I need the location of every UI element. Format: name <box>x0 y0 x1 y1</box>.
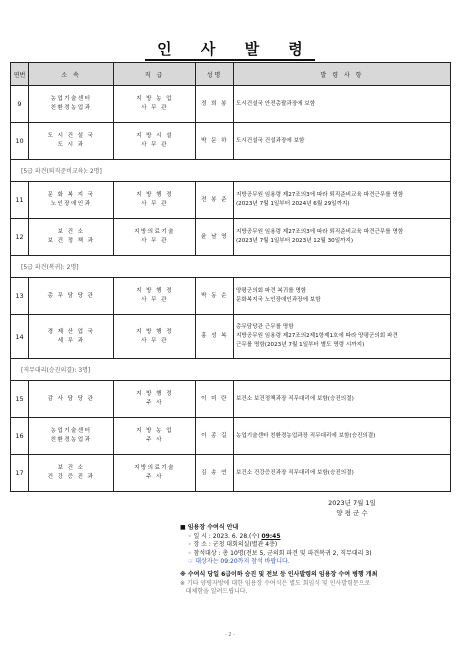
group-label-row <box>11 359 451 381</box>
row-order-line: 도시건설국 건설과장에 보함 <box>236 137 305 144</box>
row-number: 17 <box>11 455 29 492</box>
row-order-line: 양평군의회 파견 복귀를 명함 <box>236 288 307 294</box>
row-order <box>234 381 451 418</box>
row-dept <box>29 219 114 256</box>
row-dept-line: 농업기술센터 <box>50 428 92 434</box>
row-order <box>234 315 451 359</box>
row-rank-line: 지 방 농 업 <box>136 96 173 102</box>
ceremony-notice <box>180 524 450 597</box>
row-rank-line: 주 사 <box>146 437 163 443</box>
header-rank: 직 급 <box>114 63 196 86</box>
table-row <box>11 381 451 418</box>
page-number: - 2 - <box>225 632 235 638</box>
notice-arrow: ☞ 대상자는 09:20까지 참석 바랍니다. <box>188 558 290 566</box>
row-rank <box>114 123 196 160</box>
row-rank-line: 지 방 행 정 <box>136 391 173 397</box>
header-dept: 소 속 <box>29 63 114 86</box>
row-dept <box>29 86 114 123</box>
row-order-line: 총무담당관 근무를 명함 <box>236 324 294 330</box>
row-dept-line: 농업기술센터 <box>50 96 92 102</box>
row-person-name: 윤 남 영 <box>196 219 234 256</box>
row-rank-line: 지 방 행 정 <box>136 192 173 198</box>
issuer: 양 평 군 수 <box>336 509 368 517</box>
row-dept-line: 도 시 과 <box>57 142 85 148</box>
header-name: 성명 <box>196 63 234 86</box>
group-label: [5급 파견(퇴직준비교육): 2명] <box>11 160 451 182</box>
row-order-line: (2023년 7월 1일부터 2023년 12월 30일까지) <box>236 238 354 244</box>
row-dept <box>29 123 114 160</box>
row-order <box>234 182 451 219</box>
row-person-name: 이 종 길 <box>196 418 234 455</box>
group-label: [직무대리(승진의결): 3명] <box>11 359 451 381</box>
row-rank <box>114 315 196 359</box>
row-order-line: 지방공무원 임용령 제27조의3에 따라 퇴직준비교육 파견근무를 명함 <box>236 229 404 235</box>
row-dept-line: 도 시 건 설 국 <box>47 133 95 139</box>
row-number: 14 <box>11 315 29 359</box>
notice-note2: ※ 기타 양평자방에 대한 임용장 수여식은 별도 회임식 및 인사발령문으로 <box>180 579 371 587</box>
row-rank-line: 지 방 행 정 <box>136 288 173 294</box>
row-dept-line: 총 무 담 당 관 <box>47 292 95 299</box>
row-rank-line: 사 무 관 <box>141 142 168 148</box>
row-dept <box>29 381 114 418</box>
row-dept-line: 보 건 정 책 과 <box>47 238 95 244</box>
row-rank <box>114 381 196 418</box>
row-dept-line: 문 화 복 지 국 <box>47 192 95 198</box>
row-order-line: 농업기술센터 친환경농업과장 직무대리에 보함(승진의결) <box>236 432 376 439</box>
table-row <box>11 219 451 256</box>
notice-time: ◦ 일 시 : 2023. 6. 28.(수) 09:45 <box>188 532 281 540</box>
table-row <box>11 182 451 219</box>
row-number: 9 <box>11 86 29 123</box>
row-number: 12 <box>11 219 29 256</box>
row-rank <box>114 182 196 219</box>
row-rank-line: 지 방 시 설 <box>136 133 173 139</box>
row-rank-line: 지 방 행 정 <box>136 328 173 335</box>
row-rank-line: 지방의료기술 <box>134 229 175 235</box>
row-number: 10 <box>11 123 29 160</box>
row-dept-line: 보 건 소 <box>57 465 85 471</box>
row-rank-line: 주 사 <box>146 400 163 406</box>
row-order-line: 지방공무원 임용령 제27조의2제1항제1호에 따라 양평군의회 파견 <box>236 333 398 339</box>
table-row <box>11 455 451 492</box>
row-order <box>234 86 451 123</box>
table-row <box>11 278 451 315</box>
row-number: 16 <box>11 418 29 455</box>
row-rank <box>114 219 196 256</box>
notice-place: ◦ 장 소 : 군청 대회의실(별관 4층) <box>188 541 278 549</box>
row-rank-line: 지방의료기술 <box>134 465 175 471</box>
row-dept <box>29 418 114 455</box>
row-dept-line: 친환경농업과 <box>50 105 92 111</box>
row-order-line: 문화복지국 노인장애인과장에 보함 <box>236 297 321 303</box>
table-header <box>11 63 451 86</box>
row-rank-line: 사 무 관 <box>141 238 168 244</box>
table-row <box>11 86 451 123</box>
row-dept <box>29 455 114 492</box>
row-order-line: 지방공무원 임용령 제27조의3에 따라 퇴직준비교육 파견근무를 명함 <box>236 192 404 198</box>
appointment-table <box>10 62 451 492</box>
row-order-line: (2023년 7월 1일부터 2024년 6월 29일까지) <box>236 201 350 207</box>
row-order-line: 도시건설국 안전총괄과장에 보함 <box>236 100 316 107</box>
table-row <box>11 418 451 455</box>
row-person-name: 정 희 봉 <box>196 86 234 123</box>
row-dept-line: 보 건 소 <box>57 229 85 235</box>
row-order <box>234 455 451 492</box>
row-order <box>234 278 451 315</box>
row-dept <box>29 315 114 359</box>
table-row <box>11 123 451 160</box>
notice-note1: ※ 수여식 당일 6급이하 승진 및 전보 등 인사발령의 임용장 수여 병행 개최 <box>180 570 378 578</box>
row-order-line: 근무를 명함(2023년 7월 1일부터 별도 명령 시까지) <box>236 342 365 348</box>
row-order <box>234 219 451 256</box>
row-rank-line: 주 사 <box>146 474 163 480</box>
row-dept-line: 노인장애인과 <box>50 201 92 207</box>
row-dept-line: 감 사 담 당 관 <box>47 395 95 402</box>
group-label-row <box>11 160 451 182</box>
header-num: 연번 <box>11 63 29 86</box>
row-rank <box>114 86 196 123</box>
row-rank-line: 사 무 관 <box>141 105 168 111</box>
row-rank-line: 사 무 관 <box>141 337 168 344</box>
row-number: 13 <box>11 278 29 315</box>
document-title: 인 사 발 령 <box>0 38 460 59</box>
notice-head: ■ 임용장 수여식 안내 <box>180 524 239 531</box>
row-dept <box>29 278 114 315</box>
group-label-row <box>11 256 451 278</box>
table-row <box>11 315 451 359</box>
row-rank-line: 사 무 관 <box>141 201 168 207</box>
row-person-name: 이 미 란 <box>196 381 234 418</box>
row-dept <box>29 182 114 219</box>
row-person-name: 홍 성 복 <box>196 315 234 359</box>
row-rank-line: 지 방 농 업 <box>136 428 173 434</box>
row-person-name: 김 송 연 <box>196 455 234 492</box>
row-order <box>234 123 451 160</box>
row-rank <box>114 278 196 315</box>
row-dept-line: 세 무 과 <box>57 337 85 344</box>
row-rank-line: 사 무 관 <box>141 297 168 303</box>
row-rank <box>114 455 196 492</box>
row-order-line: 보건소 건강증진과장 직무대리에 보함(승진의결) <box>236 469 354 476</box>
issue-block <box>302 498 402 518</box>
row-person-name: 박 동 순 <box>196 278 234 315</box>
row-person-name: 박 문 하 <box>196 123 234 160</box>
notice-attendees: ◦ 참석대상 : 총 10명(전보 5, 군의회 파견 및 파견복귀 2, 직무대리 3) <box>188 549 372 557</box>
header-order: 발 령 사 항 <box>234 63 451 86</box>
issue-date: 2023년 7월 1일 <box>328 499 376 507</box>
row-dept-line: 경 제 산 업 국 <box>47 328 95 335</box>
group-label: [5급 파견(복귀): 2명] <box>11 256 451 278</box>
row-order-line: 보건소 보건정책과장 직무대리에 보함(승진의결) <box>236 395 354 402</box>
row-dept-line: 친환경농업과 <box>50 437 92 443</box>
row-rank <box>114 418 196 455</box>
row-number: 11 <box>11 182 29 219</box>
row-person-name: 전 봉 준 <box>196 182 234 219</box>
row-number: 15 <box>11 381 29 418</box>
notice-note3: 대체함을 알려드립니다. <box>180 588 248 596</box>
row-order <box>234 418 451 455</box>
row-dept-line: 건 강 증 진 과 <box>47 474 95 480</box>
